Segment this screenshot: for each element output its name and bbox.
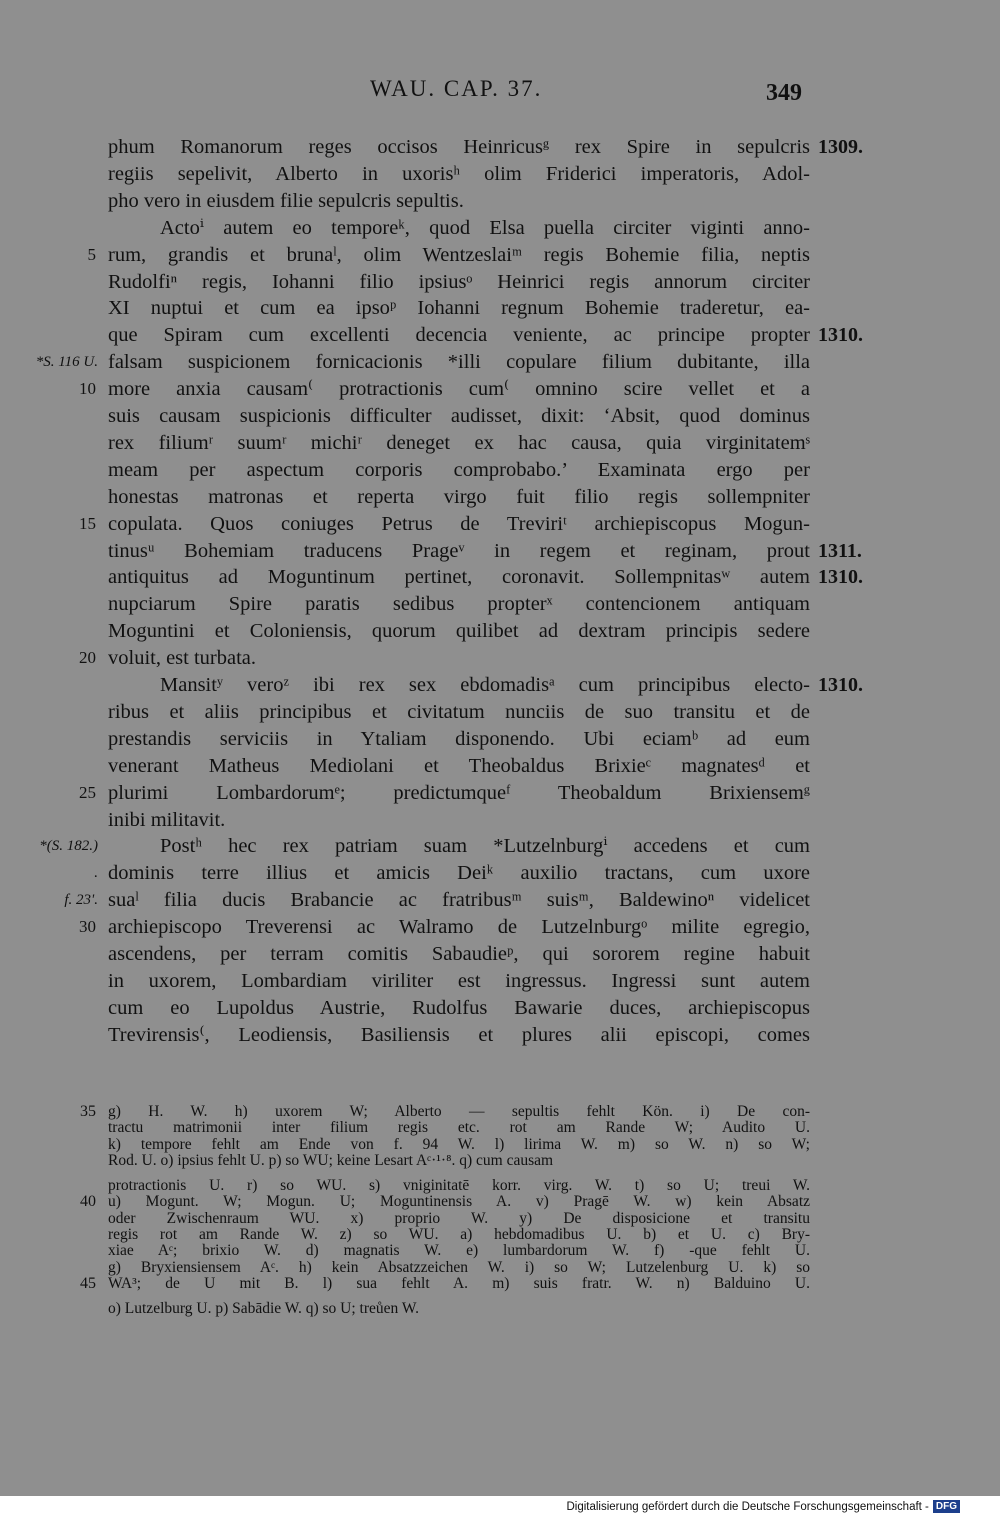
footnote-line: o) Lutzelburg U. p) Sabādie W. q) so U; treůen W.: [108, 1300, 419, 1317]
margin-note: f. 23'.: [64, 892, 98, 908]
footnote-line: xiae Aᶜ; brixio W. d) magnatis W. e) lumbardorum W. f) -que fehlt U.: [108, 1242, 810, 1259]
footnote-line-number: 35: [80, 1103, 96, 1120]
text-line: copulata. Quos coniuges Petrus de Treviriᵗ archiepiscopus Mogun-: [108, 513, 810, 535]
text-line: Trevirensis⁽, Leodiensis, Basiliensis et plures alii episcopi, comes: [108, 1024, 810, 1046]
text-line: plurimi Lombardorumᵉ; predictumqueᶠ Theobaldum Brixiensemᵍ: [108, 782, 810, 804]
page-number: 349: [766, 80, 802, 106]
footnote-line: protractionis U. r) so WU. s) vniginitatē korr. virg. W. t) so U; treui W.: [108, 1177, 810, 1194]
text-line: archiepiscopo Treverensi ac Walramo de Lutzelnburgᵒ milite egregio,: [108, 916, 810, 938]
footnote-line: k) tempore fehlt am Ende von f. 94 W. l) lirima W. m) so W. n) so W;: [108, 1136, 810, 1153]
text-line: meam per aspectum corporis comprobabo.’ Examinata ergo per: [108, 459, 810, 481]
margin-note: *(S. 182.): [39, 838, 98, 854]
year-marginal: 1311.: [818, 540, 862, 562]
year-marginal: 1310.: [818, 674, 863, 696]
footnote-line: WA³; de U mit B. l) sua fehlt A. m) suis fratr. W. n) Balduino U.: [108, 1275, 810, 1292]
dfg-logo: DFG: [933, 1500, 960, 1513]
line-number: 25: [79, 783, 96, 802]
text-line: antiquitus ad Moguntinum pertinet, coronavit. Sollempnitasʷ autem: [108, 566, 810, 588]
running-title: WAU. CAP. 37.: [370, 76, 543, 101]
year-marginal: 1309.: [818, 136, 863, 158]
text-line: tinusᵘ Bohemiam traducens Prageᵛ in regem et reginam, prout: [108, 540, 810, 562]
footnote-line: u) Mogunt. W; Mogun. U; Moguntinensis A. v) Pragē W. w) kein Absatz: [108, 1193, 810, 1210]
text-line: in uxorem, Lombardiam viriliter est ingressus. Ingressi sunt autem: [108, 970, 810, 992]
footnote-line: regis rot am Rande W. z) so WU. a) hebdomadibus U. b) et U. c) Bry-: [108, 1226, 810, 1243]
text-line: voluit, est turbata.: [108, 647, 257, 669]
text-line: phum Romanorum reges occisos Heinricusᵍ rex Spire in sepulcris: [108, 136, 810, 158]
text-line: suaˡ filia ducis Brabancie ac fratribusᵐ suisᵐ, Baldewinoⁿ videlicet: [108, 889, 810, 911]
text-line: Moguntini et Coloniensis, quorum quilibet ad dextram principis sedere: [108, 620, 810, 642]
text-line: rum, grandis et brunaˡ, olim Wentzeslaiᵐ regis Bohemie filia, neptis: [108, 244, 810, 266]
text-line: more anxia causam⁽ protractionis cum⁽ omnino scire vellet et a: [108, 378, 810, 400]
text-line: rex filiumʳ suumʳ michiʳ deneget ex hac causa, quia virginitatemˢ: [108, 432, 810, 454]
text-line: Rudolfiⁿ regis, Iohanni filio ipsiusᵒ Heinrici regis annorum circiter: [108, 271, 810, 293]
line-number: 10: [79, 379, 96, 398]
text-line: Postʰ hec rex patriam suam *Lutzelnburgⁱ accedens et cum: [160, 835, 810, 857]
text-line: Actoⁱ autem eo temporeᵏ, quod Elsa puella circiter viginti anno-: [160, 217, 810, 239]
credit-text: Digitalisierung gefördert durch die Deutsche Forschungsgemeinschaft -: [566, 1500, 929, 1513]
text-line: venerant Matheus Mediolani et Theobaldus Brixieᶜ magnatesᵈ et: [108, 755, 810, 777]
line-number: 30: [79, 917, 96, 936]
footnote-line: oder Zwischenraum WU. x) proprio W. y) De disposicione et transitu: [108, 1210, 810, 1227]
text-line: falsam suspicionem fornicacionis *illi copulare filium dubitante, illa: [108, 351, 810, 373]
line-number: 20: [79, 648, 96, 667]
footnote-line-number: 40: [80, 1193, 96, 1210]
text-line: ribus et aliis principibus et civitatum nunciis de suo transitu et de: [108, 701, 810, 723]
text-line: regiis sepelivit, Alberto in uxorisʰ olim Friderici imperatoris, Adol-: [108, 163, 810, 185]
text-line: dominis terre illius et amicis Deiᵏ auxilio tractans, cum uxore: [108, 862, 810, 884]
digitization-credit: [566, 1500, 960, 1513]
margin-note: *S. 116 U.: [35, 354, 98, 370]
line-number: 15: [79, 514, 96, 533]
year-marginal: 1310.: [818, 566, 863, 588]
text-line: prestandis serviciis in Ytaliam disponendo. Ubi eciamᵇ ad eum: [108, 728, 810, 750]
footnote-line: g) H. W. h) uxorem W; Alberto — sepultis fehlt Kön. i) De con-: [108, 1103, 810, 1120]
text-line: pho vero in eiusdem filie sepulcris sepultis.: [108, 190, 464, 212]
text-line: suis causam suspicionis difficulter audisset, dixit: ‘Absit, quod dominus: [108, 405, 810, 427]
text-line: que Spiram cum excellenti decencia veniente, ac principe propter: [108, 324, 810, 346]
text-line: cum eo Lupoldus Austrie, Rudolfus Bawarie duces, archiepiscopus: [108, 997, 810, 1019]
margin-note: .: [94, 865, 98, 881]
text-line: Mansitʸ veroᶻ ibi rex sex ebdomadisᵃ cum principibus electo-: [160, 674, 810, 696]
line-number: 5: [87, 245, 96, 264]
text-line: inibi militavit.: [108, 809, 226, 831]
year-marginal: 1310.: [818, 324, 863, 346]
footnote-line: tractu matrimonii inter filium regis etc. rot am Rande W; Audito U.: [108, 1119, 810, 1136]
footnote-line-number: 45: [80, 1275, 96, 1292]
text-line: honestas matronas et reperta virgo fuit filio regis sollempniter: [108, 486, 810, 508]
text-line: nupciarum Spire paratis sedibus propterˣ contencionem antiquam: [108, 593, 810, 615]
footnote-line: Rod. U. o) ipsius fehlt U. p) so WU; keine Lesart Aᶜ·¹·⁸. q) cum causam: [108, 1152, 554, 1169]
text-line: ascendens, per terram comitis Sabaudieᵖ, qui sororem regine habuit: [108, 943, 810, 965]
text-line: XI nuptui et cum ea ipsoᵖ Iohanni regnum Bohemie traderetur, ea-: [108, 297, 810, 319]
footnote-line: g) Bryxiensiensem Aᶜ. h) kein Absatzzeichen W. i) so W; Lutzelenburg U. k) so: [108, 1259, 810, 1276]
